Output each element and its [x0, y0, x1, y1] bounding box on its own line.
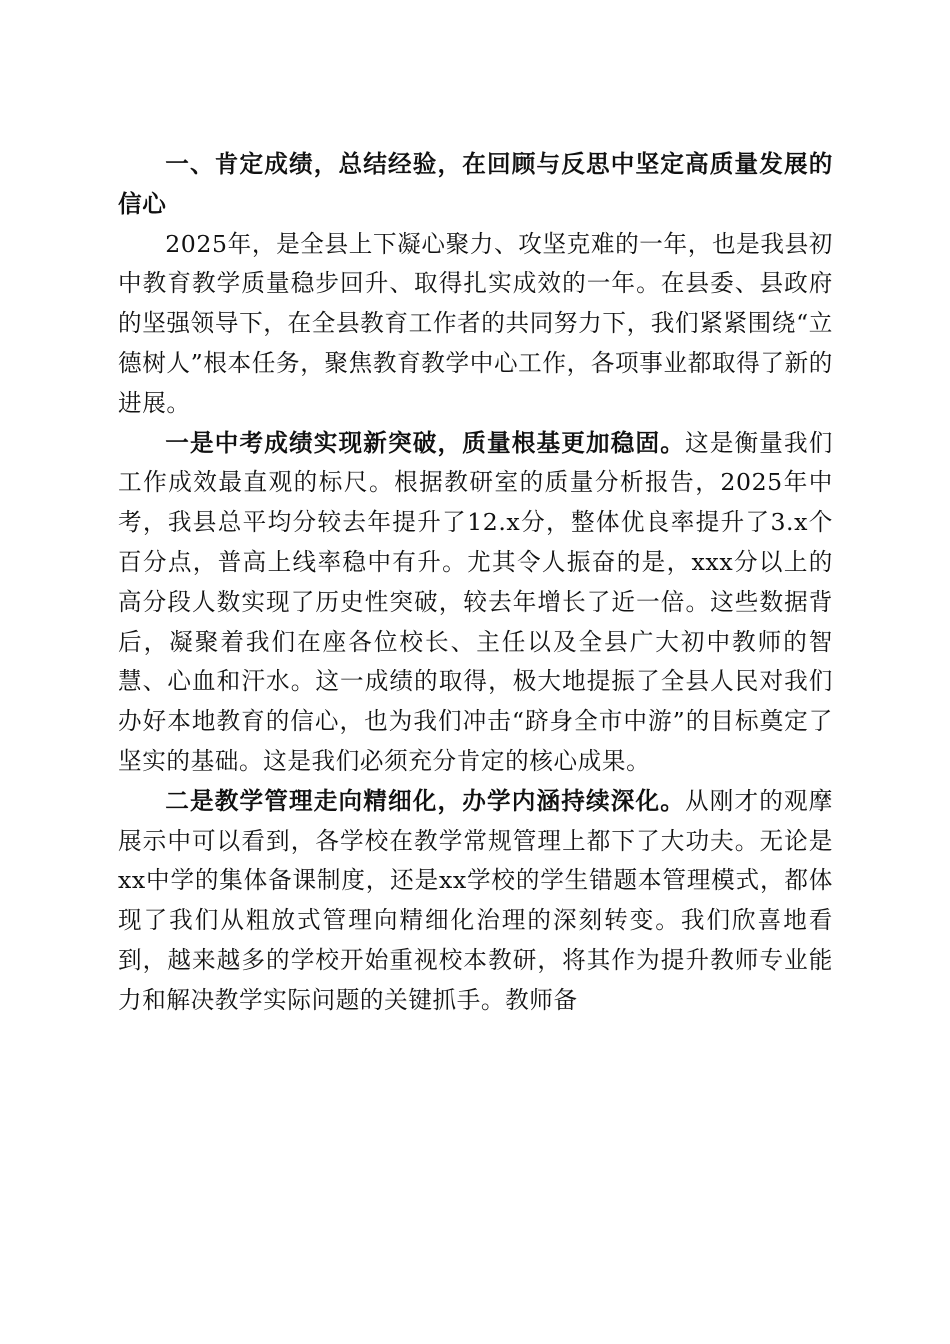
paragraph-body-text: 这是衡量我们工作成效最直观的标尺。根据教研室的质量分析报告，2025年中考，我县总平均分较去年提升了12.x分，整体优良率提升了3.x个百分点，普高上线率稳中有升。尤其令人振奋的是，xxx分以上的高分段人数实现了历史性突破，较去年增长了近一倍。这些数据背后，凝聚着我们在座各位校长、主任以及全县广大初中教师的智慧、心血和汗水。这一成绩的取得，极大地提振了全县人民对我们办好本地教育的信心，也为我们冲击“跻身全市中游”的目标奠定了坚实的基础。这是我们必须充分肯定的核心成果。	[118, 428, 833, 775]
paragraph-body-text: 从刚才的观摩展示中可以看到，各学校在教学常规管理上都下了大功夫。无论是xx中学的集体备课制度，还是xx学校的学生错题本管理模式，都体现了我们从粗放式管理向精细化治理的深刻转变。我们欣喜地看到，越来越多的学校开始重视校本教研，将其作为提升教师专业能力和解决教学实际问题的关键抓手。教师备	[118, 786, 833, 1014]
paragraph-exam-results	[118, 424, 833, 782]
section-heading: 一、肯定成绩，总结经验，在回顾与反思中坚定高质量发展的信心	[118, 150, 833, 218]
paragraph-teaching-management	[118, 782, 833, 1021]
document-body	[118, 145, 833, 1021]
paragraph-lead-text: 一是中考成绩实现新突破，质量根基更加稳固。	[165, 428, 686, 457]
paragraph-intro: 2025年，是全县上下凝心聚力、攻坚克难的一年，也是我县初中教育教学质量稳步回升、取得扎实成效的一年。在县委、县政府的坚强领导下，在全县教育工作者的共同努力下，我们紧紧围绕“立德树人”根本任务，聚焦教育教学中心工作，各项事业都取得了新的进展。	[118, 229, 833, 417]
paragraph-lead-text: 二是教学管理走向精细化，办学内涵持续深化。	[165, 786, 686, 815]
